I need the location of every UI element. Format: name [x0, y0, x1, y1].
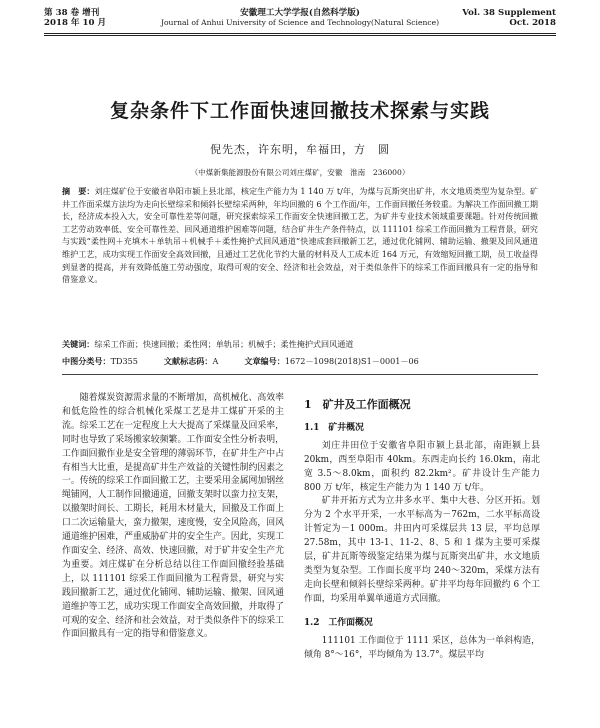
journal-name-cn: 安徽理工大学学报(自然科学版)	[240, 8, 360, 18]
clc-label: 中图分类号：	[62, 356, 111, 366]
journal-name-en: Journal of Anhui University of Science and Technology(Natural Science)	[160, 18, 440, 27]
keywords	[62, 338, 538, 350]
left-column	[62, 392, 284, 642]
keywords-label: 关键词：	[62, 339, 95, 349]
doc-code-label: 文献标志码：	[163, 356, 213, 366]
mine-overview-paragraph-2: 矿井开拓方式为立井多水平、集中大巷、分区开拓。划分为 2 个水平开采，一水平标高为－762m，二水平标高设计暂定为－1 000m。井田内可采煤层共 13 层，平均总厚 27.58m，其中 13-1、11-2、8、5 和 1 煤为主要可采煤层，矿井瓦斯等级鉴定结果为煤与瓦斯突出矿井，水文地质类型为复杂型。工作面长度平均 240～320m，采煤方法有走向长壁和倾斜长壁综采两种。矿井平均每年回撤约 6 个工作面，均采用单翼单通道方式回撤。	[304, 496, 540, 604]
article-id-field	[244, 355, 418, 367]
header-volume: 第 38 卷 增刊	[44, 8, 100, 18]
abstract-text: 刘庄煤矿位于安徽省阜阳市颍上县北部，核定生产能力为 1 140 万 t/年，为煤与瓦斯突出矿井，水文地质类型为复杂型。矿井工作面采煤方法均为走向长壁综采和倾斜长壁综采两种，年均回撤的 6 个工作面/年，工作面回撤任务较重。为解决工作面回撤工期长，经济成本投入大，安全可靠性差等问题，研究探索综采工作面安全快速回撤工艺，为矿井专业技术领域重要课题。针对传统回撤工艺劳动效率低、安全可靠性差、回风通道维护困难等问题，结合矿井生产条件特点，以 111101 综采工作面回撤为工程背景，研究与实践“柔性网＋充填木＋单轨吊＋机械手＋柔性掩护式回风通道”快速成套回撤新工艺，通过优化铺网、辅助运输、撤架及回风通道维护工艺，成功实现工作面安全高效回撤，且通过工艺优化节约大量的材料及人工成本近 164 万元，有效缩短回撤工期，员工收益得到显著的提高，并有效降低施工劳动强度，取得可观的安全、经济和社会效益，对于类似条件下的综采工作面回撤具有一定的指导和借鉴意义。	[62, 186, 538, 285]
header-date-en: Oct. 2018	[509, 18, 556, 28]
keywords-text: 综采工作面；快速回撤；柔性网；单轨吊；机械手；柔性掩护式回风通道	[94, 339, 354, 349]
paper-affiliation: （中煤新集能源股份有限公司刘庄煤矿，安徽 淮南 236000）	[190, 168, 410, 177]
header-volume-en: Vol. 38 Supplement	[462, 8, 556, 18]
paper-authors: 倪先杰，许东明，牟福田，方 圆	[210, 143, 390, 156]
right-column	[304, 392, 540, 662]
header-rule-thick	[44, 33, 556, 34]
subsection-heading-1-1: 1.1 矿井概况	[304, 422, 364, 433]
article-id-label: 文章编号：	[244, 356, 285, 366]
workface-overview-paragraph: 111101 工作面位于 1111 采区，总体为一单斜构造，倾角 8°～16°，平均倾角为 13.7°。煤层平均	[304, 635, 540, 660]
intro-paragraph: 随着煤炭资源需求量的不断增加，高机械化、高效率和低危险性的综合机械化采煤工艺是井工煤矿开采的主流。综采工艺在一定程度上大大提高了采煤量及回采率，同时也导致了采场搬家较频繁。工作面安全性分析表明，工作面回撤作业是安全管理的薄弱环节，在矿井生产中占有相当大比重，是提高矿井生产效益的关键性制约因素之一。传统的综采工作面回撤工艺，主要采用金属网加钢丝绳铺网，人工制作回撤通道，回撤支架时以蛮力拉支架，以撤架时间长、工期长，耗用木材量大，回撤及工作面上口二次运输量大，蛮力撤架，速度慢，安全风险高，回风通道维护困难，严重威胁矿井的安全生产。因此，实现工作面安全、经济、高效、快速回撤，对于矿井安全生产尤为重要。刘庄煤矿在分析总结以往工作面回撤经验基础上，以 111101 综采工作面回撤为工程背景，研究与实践回撤新工艺，通过优化铺网、辅助运输、撤架、回风通道维护等工艺，成功实现工作面安全高效回撤，并取得了可观的安全、经济和社会效益，对于类似条件下的综采工作面回撤具有一定的指导和借鉴意义。	[62, 393, 284, 640]
article-id-value: 1672－1098(2018)S1－0001－06	[284, 356, 419, 366]
clc-field	[62, 355, 138, 367]
abstract-label: 摘 要：	[62, 186, 95, 196]
abstract	[62, 185, 538, 286]
mine-overview-paragraph-1: 刘庄井田位于安徽省阜阳市颍上县北部，南距颍上县 20km，西至阜阳市 40km。东西走向长约 16.0km，南北宽 3.5～8.0km，面积约 82.2km²。矿井设计生产能力 800 万 t/年，核定生产能力为 1 140 万 t/年。	[304, 440, 540, 493]
header-right	[462, 8, 556, 28]
classification-line	[62, 355, 538, 367]
paper-title: 复杂条件下工作面快速回撤技术探索与实践	[109, 100, 490, 122]
abstract-rule	[62, 374, 538, 375]
clc-value: TD355	[110, 356, 138, 366]
header-date: 2018 年 10 月	[44, 18, 107, 28]
header-rule-thin	[44, 35, 556, 36]
section-heading-1: 1 矿井及工作面概况	[304, 398, 411, 411]
doc-code-field	[164, 355, 218, 367]
subsection-heading-1-2: 1.2 工作面概况	[304, 617, 373, 628]
doc-code-value: A	[212, 356, 219, 366]
